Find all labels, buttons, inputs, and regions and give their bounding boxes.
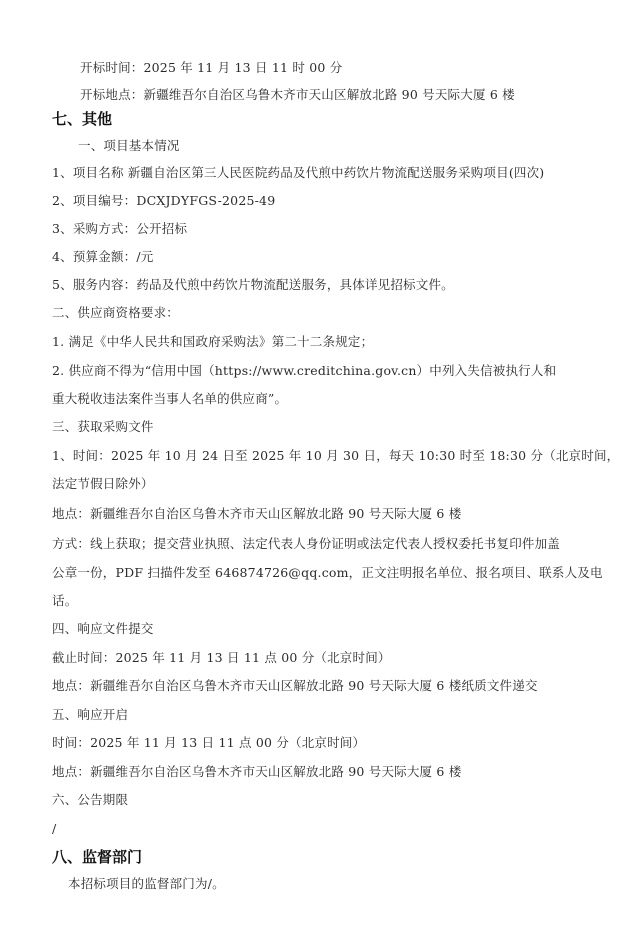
procurement-method: 3、采购方式：公开招标 — [52, 221, 188, 236]
project-name: 1、项目名称 新疆自治区第三人民医院药品及代煎中药饮片物流配送服务采购项目(四次) — [52, 165, 545, 180]
submit-deadline: 截止时间：2025 年 11 月 13 日 11 点 00 分（北京时间） — [52, 650, 391, 665]
qualification-2: 2. 供应商不得为“信用中国（https://www.creditchina.gov.cn）中列入失信被执行人和 — [52, 363, 557, 378]
obtain-heading: 三、获取采购文件 — [52, 419, 154, 434]
service-content: 5、服务内容：药品及代煎中药饮片物流配送服务，具体详见招标文件。 — [52, 277, 454, 292]
opening-location: 开标地点：新疆维吾尔自治区乌鲁木齐市天山区解放北路 90 号天际大厦 6 楼 — [80, 87, 515, 102]
obtain-method-cont: 公章一份，PDF 扫描件发至 646874726@qq.com，正文注明报名单位、报名项目、联系人及电 — [52, 565, 603, 580]
qualification-heading: 二、供应商资格要求： — [52, 305, 180, 320]
obtain-time-cont: 法定节假日除外） — [52, 476, 154, 491]
submit-location: 地点：新疆维吾尔自治区乌鲁木齐市天山区解放北路 90 号天际大厦 6 楼纸质文件递交 — [52, 678, 538, 693]
budget-amount: 4、预算金额：/元 — [52, 249, 154, 264]
opening-time: 开标时间：2025 年 11 月 13 日 11 时 00 分 — [80, 60, 343, 75]
open-location: 地点：新疆维吾尔自治区乌鲁木齐市天山区解放北路 90 号天际大厦 6 楼 — [52, 764, 462, 779]
section-7-title: 七、其他 — [52, 110, 113, 128]
response-submit-heading: 四、响应文件提交 — [52, 621, 154, 636]
response-open-heading: 五、响应开启 — [52, 707, 129, 722]
obtain-method-end: 话。 — [52, 593, 78, 608]
qualification-2-cont: 重大税收违法案件当事人名单的供应商”。 — [52, 391, 288, 406]
notice-period-heading: 六、公告期限 — [52, 792, 129, 807]
qualification-1: 1. 满足《中华人民共和国政府采购法》第二十二条规定； — [52, 334, 374, 349]
obtain-method: 方式：线上获取；提交营业执照、法定代表人身份证明或法定代表人授权委托书复印件加盖 — [52, 536, 561, 551]
project-number: 2、项目编号：DCXJDYFGS-2025-49 — [52, 193, 276, 208]
obtain-time: 1、时间：2025 年 10 月 24 日至 2025 年 10 月 30 日，每天 10:30 时至 18:30 分（北京时间， — [52, 448, 620, 463]
section-8-title: 八、监督部门 — [52, 848, 143, 866]
notice-period-value: / — [52, 821, 57, 836]
supervision-text: 本招标项目的监督部门为/。 — [68, 876, 225, 891]
open-time: 时间：2025 年 11 月 13 日 11 点 00 分（北京时间） — [52, 735, 366, 750]
obtain-location: 地点：新疆维吾尔自治区乌鲁木齐市天山区解放北路 90 号天际大厦 6 楼 — [52, 506, 462, 521]
project-info-heading: 一、项目基本情况 — [78, 138, 180, 153]
